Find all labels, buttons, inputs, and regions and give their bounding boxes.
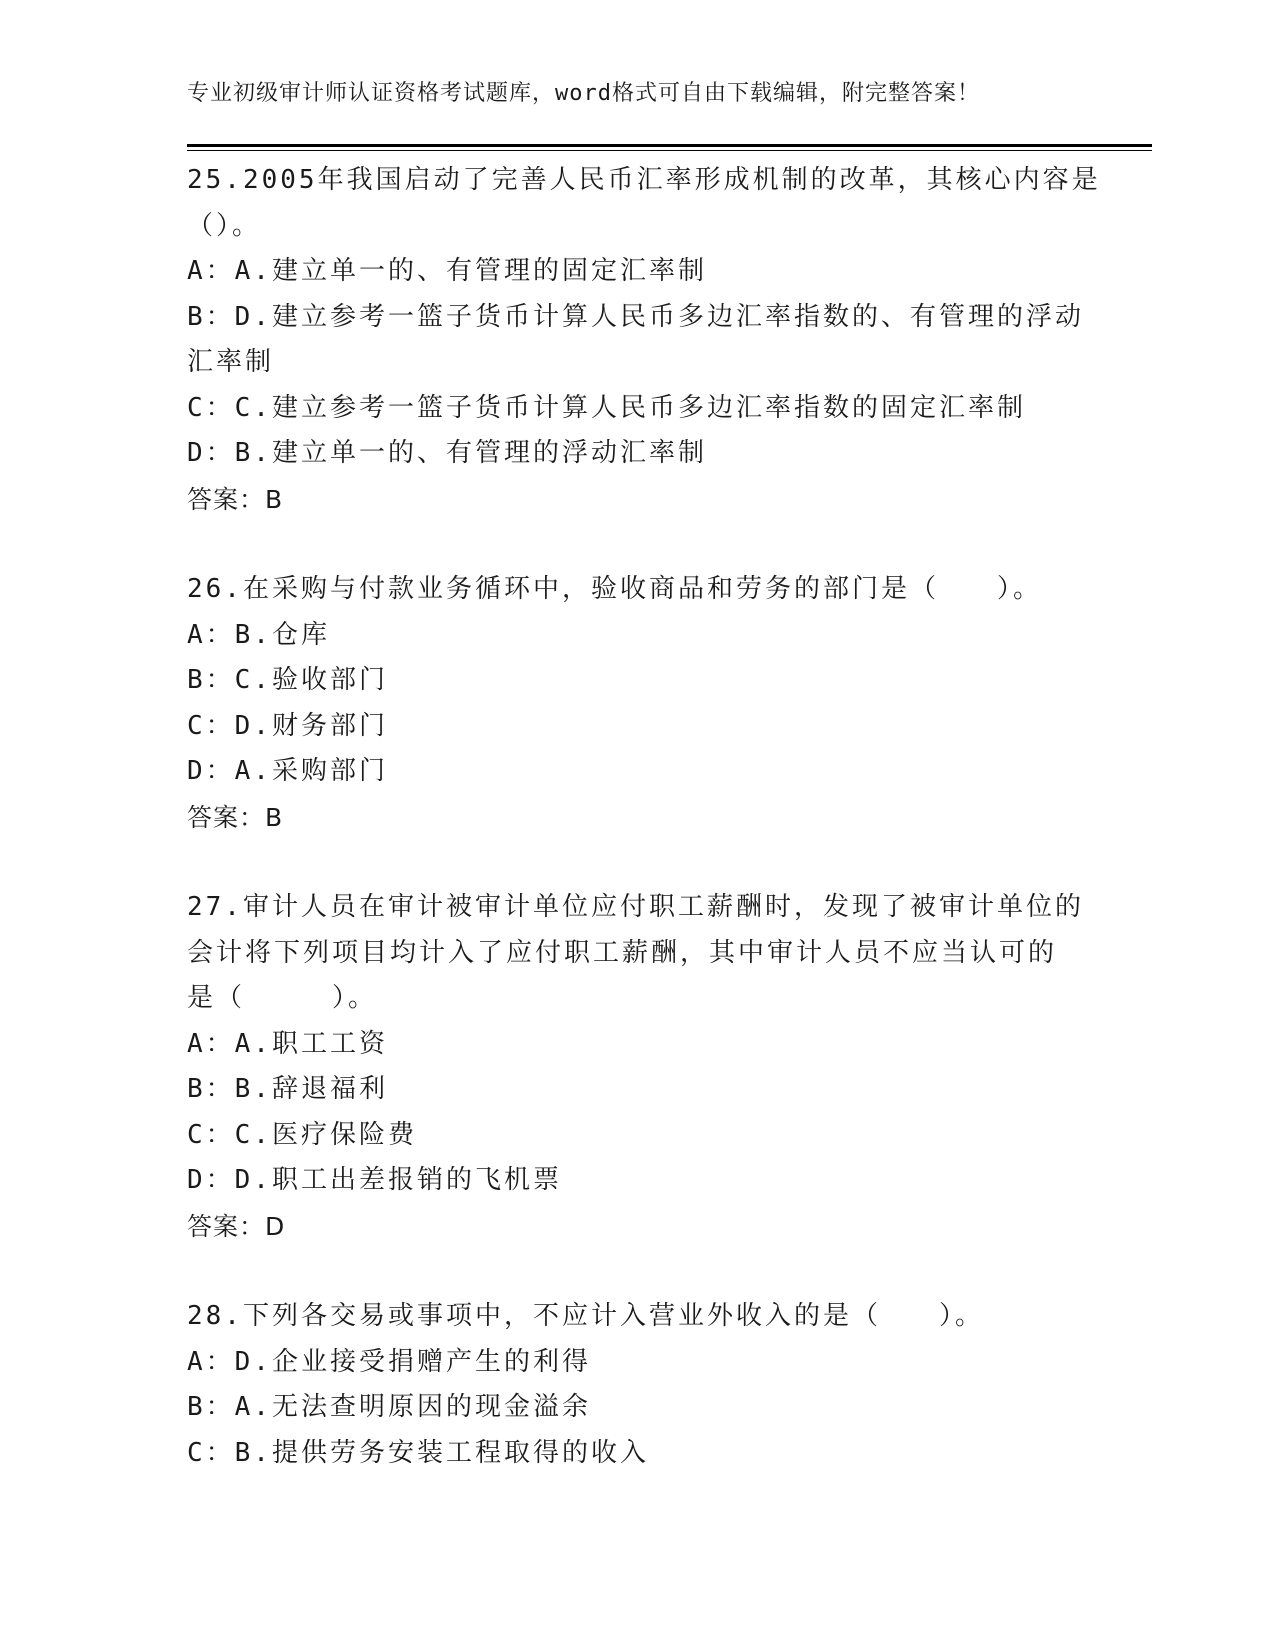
question-block xyxy=(187,567,1087,840)
question-block xyxy=(187,885,1087,1249)
answer-key: 答案：B xyxy=(187,802,284,832)
answer-option: B：B.辞退福利 xyxy=(187,1074,388,1104)
answer-option: C：C.医疗保险费 xyxy=(187,1119,417,1150)
answer-option: D：A.采购部门 xyxy=(187,756,388,786)
header-rule-thin xyxy=(187,150,1152,151)
header-rule-thick xyxy=(187,144,1152,147)
question-stem: 26.在采购与付款业务循环中，验收商品和劳务的部门是（ ）。 xyxy=(187,574,1042,604)
question-gap xyxy=(187,840,1087,885)
question-stem: 会计将下列项目均计入了应付职工薪酬，其中审计人员不应当认可的 xyxy=(187,937,1058,968)
page-header: 专业初级审计师认证资格考试题库，word格式可自由下载编辑，附完整答案！ xyxy=(187,81,980,106)
answer-option: A：B.仓库 xyxy=(187,619,330,650)
question-block xyxy=(187,1294,1087,1476)
answer-option: A：A.建立单一的、有管理的固定汇率制 xyxy=(187,256,707,286)
answer-option: 汇率制 xyxy=(187,347,275,377)
question-stem: 是（ ）。 xyxy=(187,983,378,1013)
answer-option: A：A.职工工资 xyxy=(187,1028,388,1059)
answer-option: C：D.财务部门 xyxy=(187,710,388,741)
answer-option: C：B.提供劳务安装工程取得的收入 xyxy=(187,1437,649,1468)
answer-key: 答案：D xyxy=(187,1211,286,1241)
answer-key: 答案：B xyxy=(187,484,284,514)
answer-option: B：C.验收部门 xyxy=(187,665,388,695)
question-block xyxy=(187,158,1101,522)
question-list xyxy=(187,158,1101,1476)
question-stem: 28.下列各交易或事项中，不应计入营业外收入的是（ ）。 xyxy=(187,1301,984,1331)
question-gap xyxy=(187,522,1087,567)
question-stem: 25.2005年我国启动了完善人民币汇率形成机制的改革，其核心内容是 xyxy=(187,165,1101,195)
answer-option: B：D.建立参考一篮子货币计算人民币多边汇率指数的、有管理的浮动 xyxy=(187,301,1084,332)
answer-option: D：B.建立单一的、有管理的浮动汇率制 xyxy=(187,438,707,468)
answer-option: A：D.企业接受捐赠产生的利得 xyxy=(187,1346,591,1377)
answer-option: C：C.建立参考一篮子货币计算人民币多边汇率指数的固定汇率制 xyxy=(187,392,1026,423)
answer-option: B：A.无法查明原因的现金溢余 xyxy=(187,1392,591,1422)
question-gap xyxy=(187,1249,1087,1294)
answer-option: D：D.职工出差报销的飞机票 xyxy=(187,1165,562,1195)
question-stem: 27.审计人员在审计被审计单位应付职工薪酬时，发现了被审计单位的 xyxy=(187,892,1084,922)
question-stem: （）。 xyxy=(187,210,262,241)
